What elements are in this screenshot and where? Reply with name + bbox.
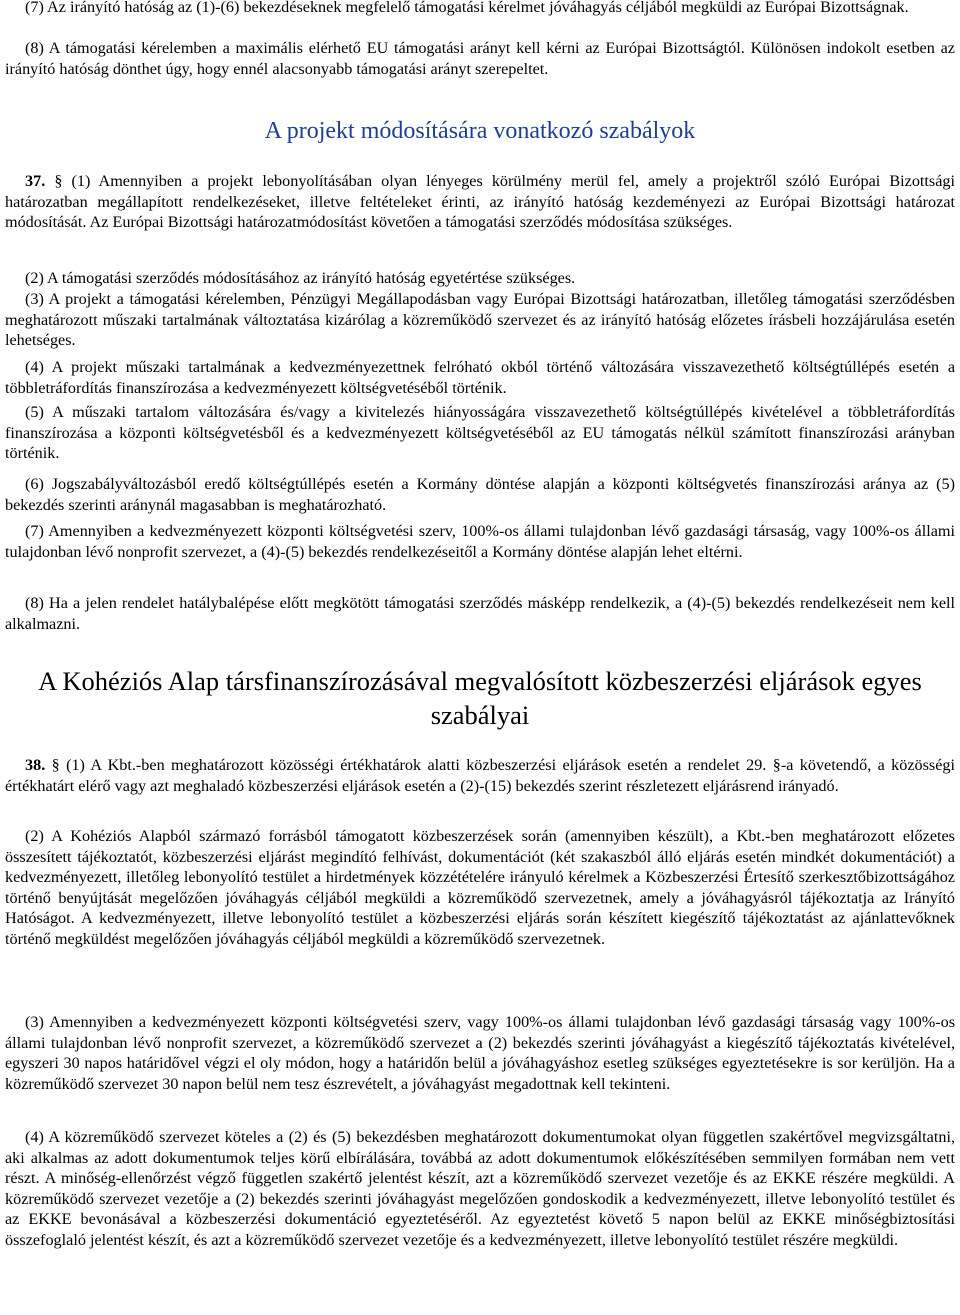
section-37-paragraph-5: (5) A műszaki tartalom változására és/vagy a kivitelezés hiányosságára visszavezethető költségtúllépés kivételével a többletráfordítás finanszírozása a központi költségvetésből és a kedvezményezett költségvetéséből az EU támogatás nélkül számított finanszírozási arányban történik.	[5, 403, 955, 462]
paragraph-7-approval: (7) Az irányító hatóság az (1)-(6) bekezdéseknek megfelelő támogatási kérelmet jóváhagyás céljából megküldi az Európai Bizottságnak.	[25, 0, 909, 16]
section-37-p1-text: § (1) Amennyiben a projekt lebonyolításában olyan lényeges körülmény merül fel, amely a projektről szóló Európai Bizottsági határozatban megállapított rendelkezéseket, illetve feltételeket érinti, az irányító hatóság kezdeményezi az Európai Bizottsági határozat módosítását. Az Európai Bizottsági határozatmódosítást követően a támogatási szerződés módosítása szükséges.	[5, 172, 955, 231]
section-37-paragraph-7: (7) Amennyiben a kedvezményezett központi költségvetési szerv, 100%-os állami tulajdonban lévő gazdasági társaság, vagy 100%-os állami tulajdonban lévő nonprofit szervezet, a (4)-(5) bekezdés rendelkezéseitől a Kormány döntése alapján lehet eltérni.	[5, 522, 955, 561]
section-38-paragraph-4: (4) A közreműködő szervezet köteles a (2) és (5) bekezdésben meghatározott dokumentumokat olyan független szakértővel megvizsgáltatni, aki alkalmas az adott dokumentumok teljes körű elbírálására, továbbá az adott dokumentumok előkészítésében semmilyen formában nem vett részt. A minőség-ellenőrzést végző független szakértő jelentést készít, azt a közreműködő szervezet vezetője és az EKKE részére megküldi. A közreműködő szervezet vezetője a (2) bekezdés szerinti jóváhagyást megelőzően gondoskodik a kedvezményezett, illetve lebonyolító testület és az EKKE bevonásával a közbeszerzési dokumentáció egyeztetéséről. Az egyeztetést követő 5 napon belül az EKKE minőségbiztosítási összefoglaló jelentést készít, és azt a közreműködő szervezet vezetője és a kedvezményezett, illetve lebonyolító testület részére megküldi.	[5, 1128, 955, 1249]
section-38-paragraph-1	[5, 755, 955, 796]
section-38-p1-text: § (1) A Kbt.-ben meghatározott közösségi értékhatárok alatti közbeszerzési eljárások esetén a rendelet 29. §-a követendő, a közösségi értékhatárt elérő vagy azt meghaladó közbeszerzési eljárások esetén a (2)-(15) bekezdés szerint részletezett eljárásrend irányadó.	[5, 756, 956, 795]
section-37-paragraph-3: (3) A projekt a támogatási kérelemben, Pénzügyi Megállapodásban vagy Európai Bizottsági határozatban, illetőleg támogatási szerződésben meghatározott műszaki tartalmának változtatása kizárólag a közreműködő szervezet és az irányító hatóság előzetes írásbeli hozzájárulása esetén lehetséges.	[5, 290, 955, 349]
section-37-paragraph-8: (8) Ha a jelen rendelet hatálybalépése előtt megkötött támogatási szerződés másképp rendelkezik, a (4)-(5) bekezdés rendelkezéseit nem kell alkalmazni.	[5, 594, 955, 633]
section-38-paragraph-2: (2) A Kohéziós Alapból származó forrásból támogatott közbeszerzések során (amennyiben készült), a Kbt.-ben meghatározott előzetes összesített tájékoztatót, közbeszerzési eljárást megindító felhívást, dokumentációt (két szakaszból álló eljárás esetén mindkét dokumentációt) a kedvezményezett, illetőleg lebonyolító testület a hirdetmények közzétételére irányuló kérelmek a Közbeszerzési Értesítő szerkesztőbizottságához történő benyújtását megelőzően jóváhagyás céljából megküldi a közreműködő szervezetnek, amely a jóváhagyásról tájékoztatja az Irányító Hatóságot. A kedvezményezett, illetve lebonyolító testület a közbeszerzési eljárás során készített kiegészítő tájékoztatást az ajánlattevőknek történő megküldést megelőzően jóváhagyás céljából megküldi a közreműködő szervezetnek.	[5, 827, 955, 948]
section-38-paragraph-3: (3) Amennyiben a kedvezményezett központi költségvetési szerv, vagy 100%-os állami tulajdonban lévő gazdasági társaság vagy 100%-os állami tulajdonban lévő nonprofit szervezet, a közreműködő szervezet a (2) bekezdés szerinti jóváhagyást a kiegészítő tájékoztatás kivételével, egyszeri 30 napos határidővel végzi el oly módon, hogy a határidőn belül a jóváhagyáshoz esetleg szükséges egyeztetésekre is sor kerüljön. Ha a közreműködő szervezet 30 napon belül nem tesz észrevételt, a jóváhagyást megadottnak kell tekinteni.	[5, 1013, 955, 1093]
section-37-paragraph-4: (4) A projekt műszaki tartalmának a kedvezményezettnek felróható okból történő változására visszavezethető költségtúllépés esetén a többletráfordítás finanszírozása a kedvezményezett költségvetéséből történik.	[5, 358, 955, 397]
section-37-paragraph-2: (2) A támogatási szerződés módosításához az irányító hatóság egyetértése szükséges.	[25, 269, 576, 287]
section-heading-project-modification: A projekt módosítására vonatkozó szabályok	[264, 118, 696, 144]
section-38-number: 38.	[25, 756, 46, 774]
paragraph-8-support-rate: (8) A támogatási kérelemben a maximális elérhető EU támogatási arányt kell kérni az Európai Bizottságtól. Különösen indokolt esetben az irányító hatóság dönthet úgy, hogy ennél alacsonyabb támogatási arányt szerepeltet.	[5, 39, 955, 78]
section-37-paragraph-1	[5, 171, 955, 233]
main-heading-cohesion-fund-procurement: A Kohéziós Alap társfinanszírozásával megvalósított közbeszerzési eljárások egyes szabályai	[38, 666, 922, 730]
section-37-paragraph-6: (6) Jogszabályváltozásból eredő költségtúllépés esetén a Kormány döntése alapján a központi költségvetés finanszírozási aránya az (5) bekezdés szerinti aránynál magasabban is meghatározható.	[5, 475, 955, 514]
section-37-number: 37.	[25, 172, 46, 190]
